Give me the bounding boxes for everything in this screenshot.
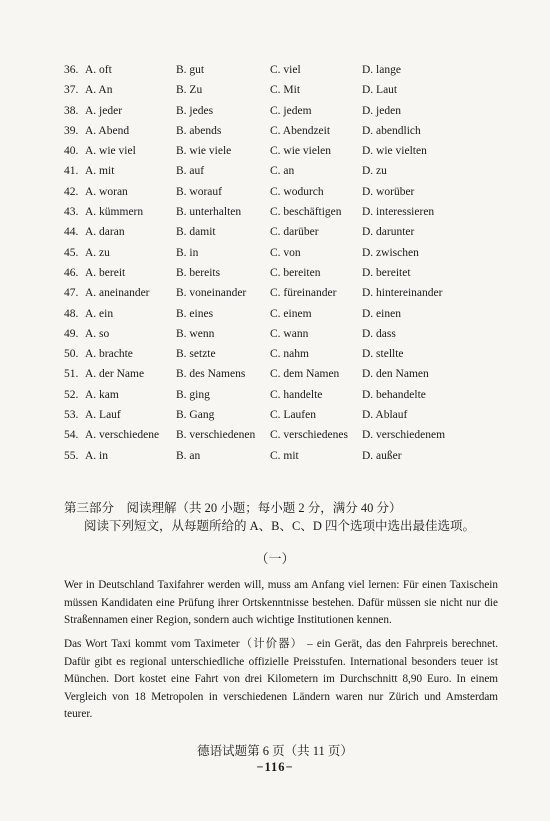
question-number: 36. [64,64,79,76]
option-d: D. lange [362,64,401,76]
option-a: A. so [85,327,110,340]
option-b: B. Zu [176,84,203,97]
option-d: D. wie vielten [362,145,427,158]
option-d: D. worüber [362,185,415,198]
option-c: C. bereiten [270,266,321,279]
option-d: D. jeden [362,104,401,117]
question-number: 50. [64,348,79,361]
option-a: A. verschiedene [85,429,160,442]
option-c: C. beschäftigen [270,206,342,219]
option-b: B. setzte [176,348,216,361]
option-c: C. Laufen [270,409,316,422]
page-number: −116− [256,760,294,774]
option-b: B. jedes [176,104,214,117]
question-number: 54. [64,429,79,442]
question-number: 51. [64,368,79,381]
option-c: C. füreinander [270,287,337,300]
option-c: C. an [270,165,295,178]
option-row [64,405,494,425]
option-a: A. in [85,449,108,462]
option-c: C. wie vielen [270,145,331,158]
option-c: C. darüber [270,226,319,239]
option-d: D. behandelte [362,388,426,401]
option-c: C. Mit [270,84,301,97]
option-a: A. oft [85,64,112,76]
option-b: B. ging [176,388,210,401]
option-d: D. außer [362,449,402,462]
option-d: D. stellte [362,348,404,361]
option-row [64,283,494,303]
option-d: D. Laut [362,84,398,97]
option-d: D. den Namen [362,368,429,381]
option-c: C. handelte [270,388,323,401]
question-number: 47. [64,287,79,300]
option-c: C. wodurch [270,185,324,198]
answer-options-list [64,60,494,466]
option-d: D. zu [362,165,387,178]
option-row [64,161,494,181]
option-c: C. dem Namen [270,368,340,381]
option-a: A. aneinander [85,287,150,300]
option-row [64,101,494,121]
option-d: D. abendlich [362,124,421,137]
question-number: 40. [64,145,79,158]
section-title: 第三部分 阅读理解（共 20 小题；每小题 2 分，满分 40 分） [64,501,402,515]
option-b: B. damit [176,226,216,239]
section-instructions: 阅读下列短文，从每题所给的 A、B、C、D 四个选项中选出最佳选项。 [84,519,475,533]
option-a: A. kam [85,388,119,401]
option-row [64,141,494,161]
question-number: 39. [64,124,79,137]
option-row [64,446,494,466]
option-a: A. ein [85,307,114,320]
option-a: A. der Name [85,368,145,381]
option-row [64,364,494,384]
option-row [64,202,494,222]
option-d: D. hintereinander [362,287,443,300]
question-number: 43. [64,206,79,219]
option-b: B. eines [176,307,214,320]
question-number: 53. [64,409,79,422]
option-c: C. mit [270,449,299,462]
question-number: 55. [64,449,79,462]
option-b: B. unterhalten [176,206,242,219]
option-c: C. von [270,246,301,259]
option-d: D. darunter [362,226,415,239]
option-b: B. abends [176,124,222,137]
option-b: B. verschiedenen [176,429,256,442]
question-number: 44. [64,226,79,239]
question-number: 41. [64,165,79,178]
option-row [64,80,494,100]
option-b: B. des Namens [176,368,246,381]
option-b: B. Gang [176,409,215,422]
option-a: A. woran [85,185,128,198]
question-number: 52. [64,388,79,401]
option-row [64,121,494,141]
option-b: B. bereits [176,266,221,279]
option-d: D. bereitet [362,266,411,279]
option-c: C. einem [270,307,312,320]
option-b: B. in [176,246,199,259]
option-row [64,60,494,80]
option-row [64,243,494,263]
option-row [64,263,494,283]
option-row [64,344,494,364]
option-b: B. auf [176,165,205,178]
question-number: 42. [64,185,79,198]
question-number: 49. [64,327,79,340]
option-d: D. dass [362,327,396,340]
option-b: B. wie viele [176,145,232,158]
passage-paragraph-1: Wer in Deutschland Taxifahrer werden will, muss am Anfang viel lernen: Für einen Taxischein müssen Kandidaten eine Prüfung ihrer Ortskenntnisse bestehen. Dafür müssen sie nicht nur die Straßennamen einer Region, sondern auch wichtige Institutionen kennen. [64,579,498,627]
option-a: A. bereit [85,266,126,279]
question-number: 37. [64,84,79,97]
option-d: D. interessieren [362,206,435,219]
option-a: A. Abend [85,124,130,137]
option-c: C. nahm [270,348,309,361]
option-d: D. einen [362,307,401,320]
option-a: A. jeder [85,104,123,117]
option-row [64,385,494,405]
option-row [64,222,494,242]
option-a: A. An [85,84,113,97]
option-c: C. wann [270,327,309,340]
option-row [64,324,494,344]
question-number: 38. [64,104,79,117]
option-b: B. worauf [176,185,222,198]
option-row [64,182,494,202]
option-b: B. gut [176,64,205,76]
question-number: 46. [64,266,79,279]
option-b: B. an [176,449,201,462]
option-d: D. Ablauf [362,409,408,422]
option-row [64,425,494,445]
option-b: B. wenn [176,327,215,340]
option-c: C. jedem [270,104,312,117]
option-a: A. mit [85,165,115,178]
option-d: D. zwischen [362,246,419,259]
option-a: A. wie viel [85,145,136,158]
option-c: C. viel [270,64,301,76]
option-d: D. verschiedenem [362,429,446,442]
question-number: 48. [64,307,79,320]
option-c: C. Abendzeit [270,124,331,137]
option-a: A. Lauf [85,409,121,422]
passage-heading: （一） [255,551,295,566]
passage-paragraph-2: Das Wort Taxi kommt vom Taximeter（计价器） – ein Gerät, das den Fahrpreis berechnet. Dafür gibt es regional unterschiedliche offizielle Preisstufen. International besonders teuer ist München. Dort kostet eine Fahrt von drei Kilometern im Durchschnitt 8,90 Euro. In einem Vergleich von 18 Metropolen in verschiedenen Ländern waren nur Zürich und Amsterdam teurer. [64,638,498,721]
option-c: C. verschiedenes [270,429,348,442]
option-b: B. voneinander [176,287,247,300]
option-a: A. daran [85,226,125,239]
option-a: A. kümmern [85,206,144,219]
option-a: A. brachte [85,348,133,361]
option-a: A. zu [85,246,110,259]
option-row [64,304,494,324]
question-number: 45. [64,246,79,259]
page-info: 德语试题第 6 页（共 11 页） [197,744,353,758]
